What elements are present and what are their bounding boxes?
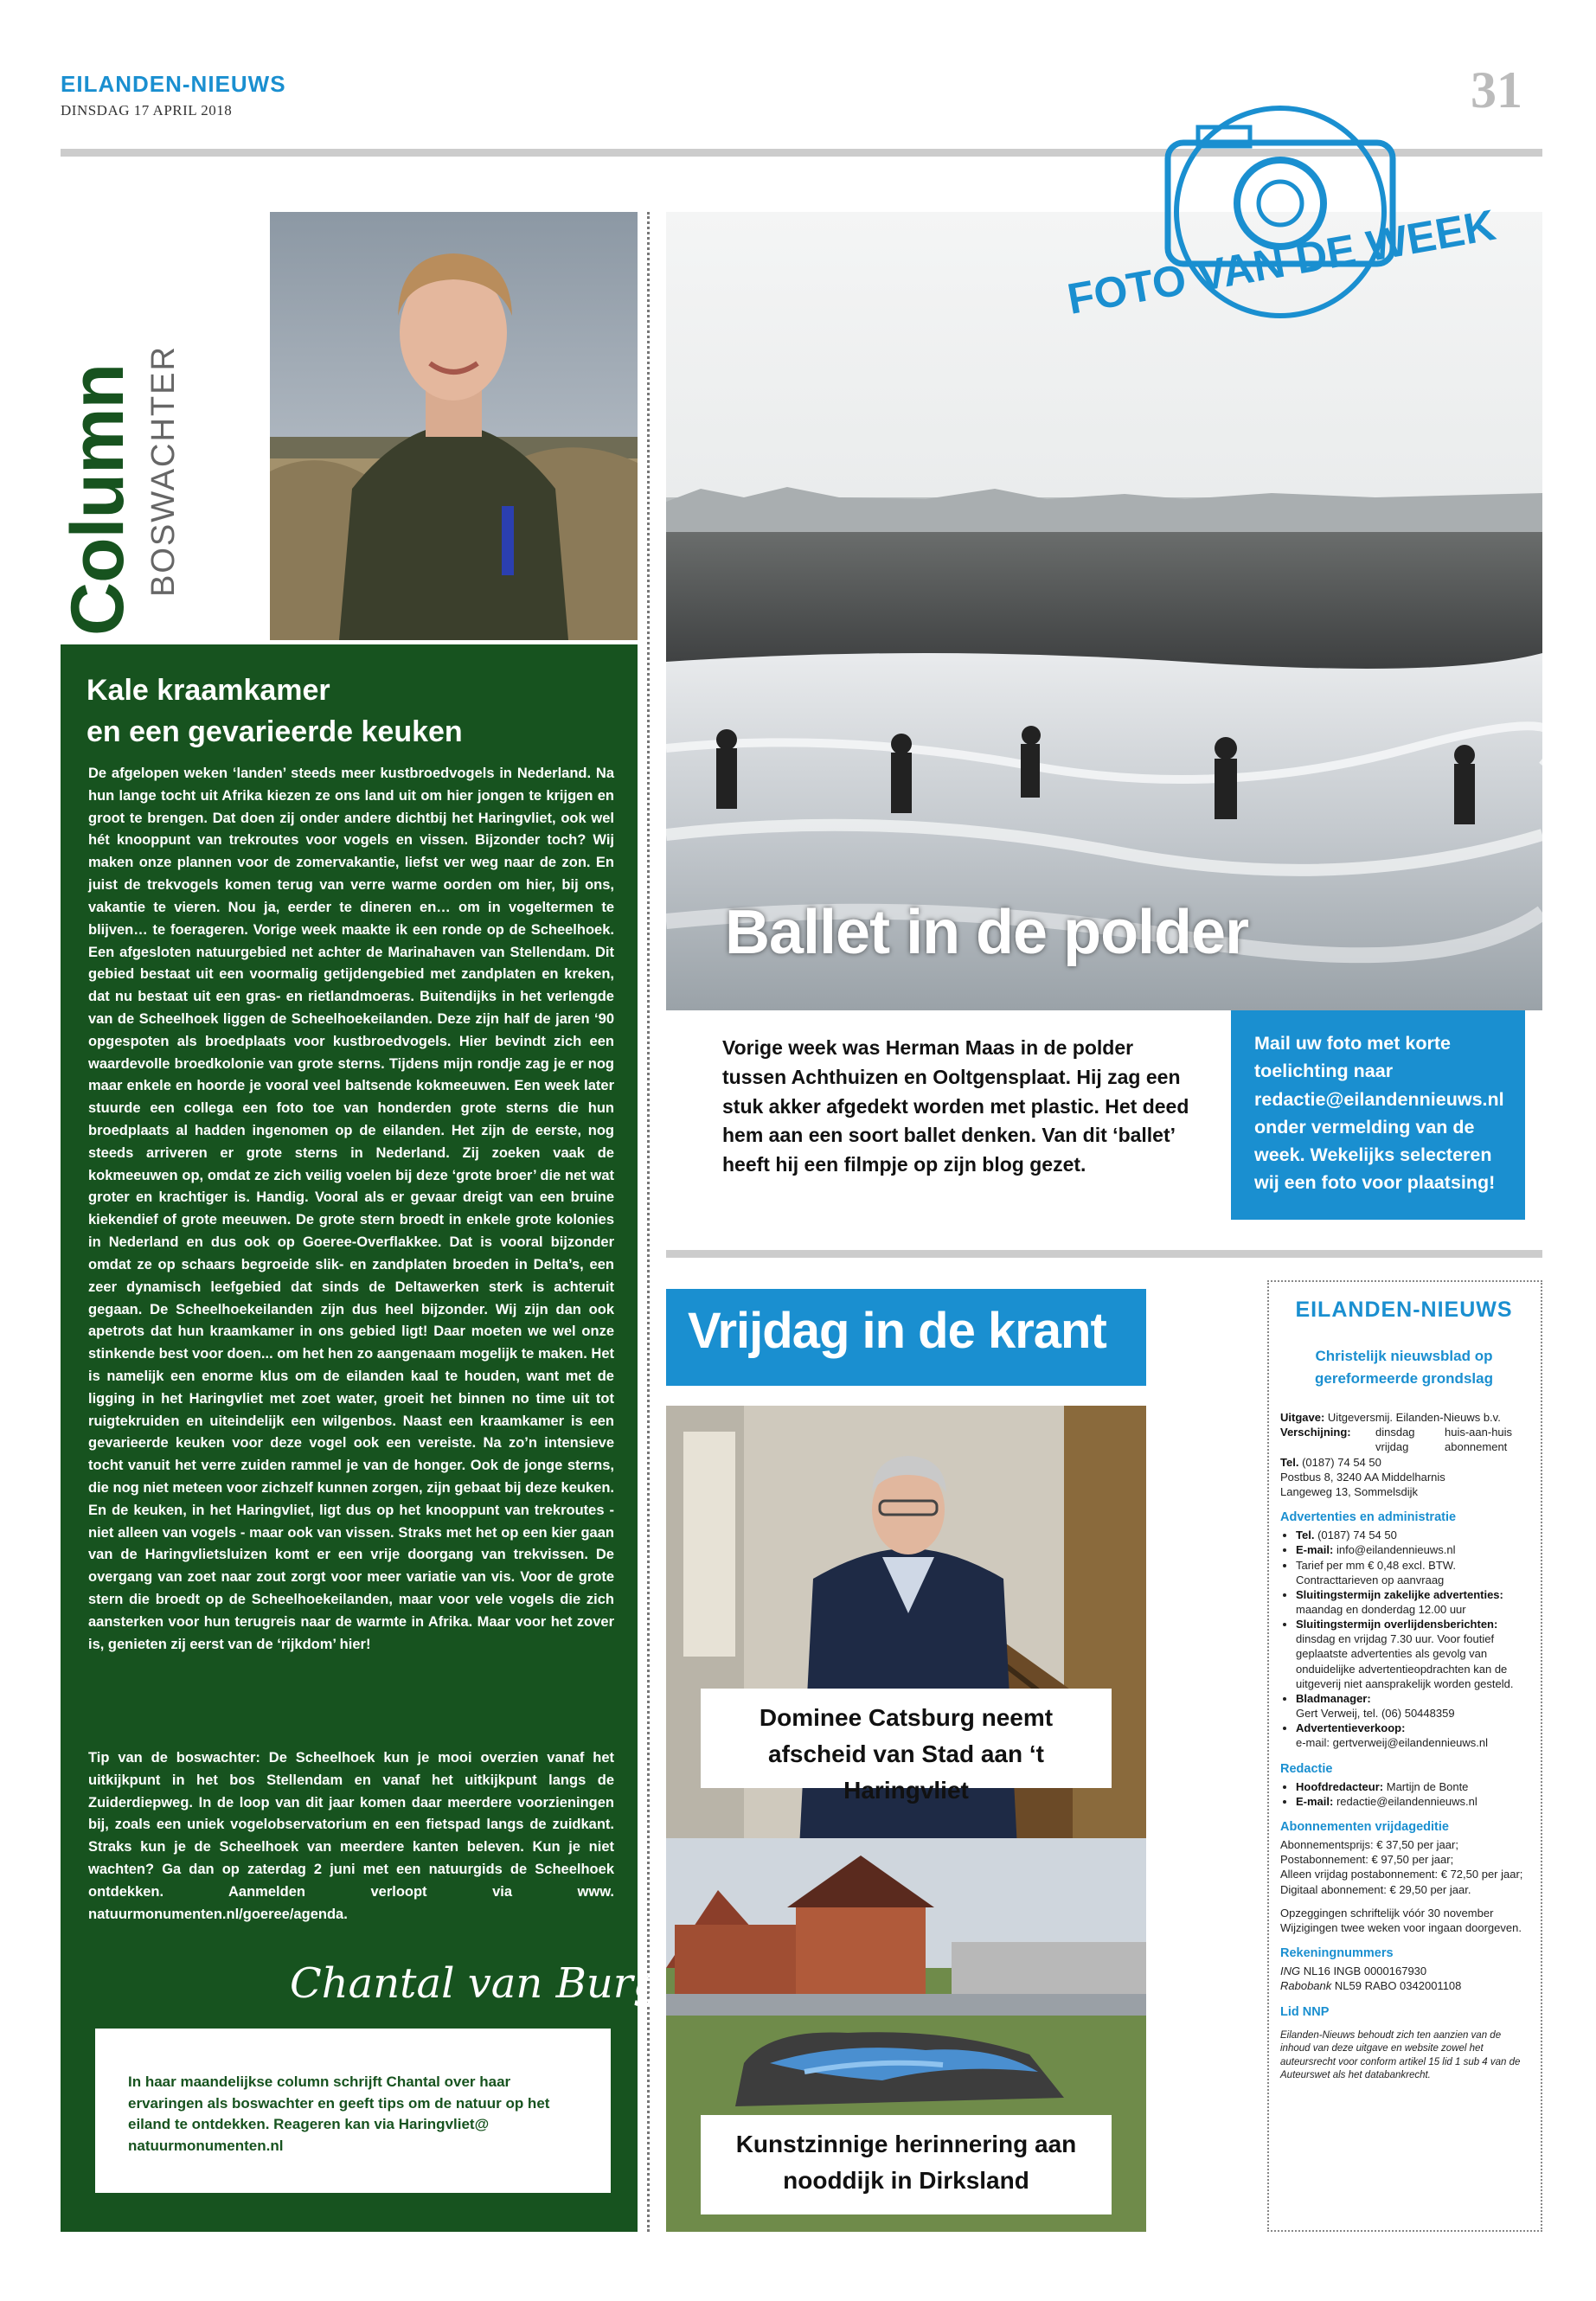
foto-van-de-week-badge: [1038, 82, 1522, 342]
copyright-note: Eilanden-Nieuws behoudt zich ten aanzien van de inhoud van deze uitgave en website zowel het auteursrecht voor conform artikel 15 lid 1 sub 4 van de Auteurswet als het databankrecht.: [1280, 2029, 1521, 2081]
abonnementen-heading: Abonnementen vrijdageditie: [1280, 1820, 1449, 1834]
verschijning-day1: dinsdag: [1375, 1426, 1415, 1439]
column-tip: Tip van de boswachter: De Scheelhoek kun je mooi overzien vanaf het uitkijkpunt in het bos Stellendam en vanaf het uitkijkpunt langs de Zuiderdiepweg. In de loop van dit jaar komen daar meerdere voorzieningen bij, zoals een uniek vogelobservatorium en een fietspad langs de zuidkant. Straks kun je de Scheelhoek van meerdere kanten beleven. Kun je niet wachten? Ga dan op zaterdag 2 juni met een natuurgids de Scheelhoek ontdekken. Aanmelden verloopt via www. natuurmonumenten.nl/goeree/agenda.: [88, 1750, 614, 1922]
photo-caption: Vorige week was Herman Maas in de polder tussen Achthuizen en Ooltgensplaat. Hij zag een stuk akker afgedekt worden met plastic. Het deed hem aan een soort ballet denken. Van dit ‘ballet’ heeft hij een filmpje op zijn blog gezet.: [722, 1036, 1189, 1176]
photo-title: Ballet in de polder: [725, 898, 1249, 967]
adv-email[interactable]: info@eilandennieuws.nl: [1336, 1543, 1456, 1557]
red-hoofd-label: Hoofdredacteur:: [1296, 1779, 1384, 1793]
adv-email-label: E-mail:: [1296, 1543, 1334, 1557]
red-email[interactable]: redactie@eilandennieuws.nl: [1336, 1794, 1477, 1808]
column-divider: [647, 212, 650, 2232]
abo-line2: Postabonnement: € 97,50 per jaar;: [1280, 1853, 1454, 1867]
column-title: [87, 670, 614, 753]
vrijdag-heading: Vrijdag in de krant: [688, 1303, 1106, 1359]
advertenties-heading: Advertenties en administratie: [1280, 1510, 1457, 1525]
masthead-logo: EILANDEN-NIEUWS: [61, 71, 286, 97]
adv-slo: dinsdag en vrijdag 7.30 uur. Voor foutief geplaatste advertenties als gevolg van onduidelijke advertentieopdrachten kan de uitgeverij niet aansprakelijk worden gesteld.: [1296, 1632, 1514, 1690]
tel-label: Tel.: [1280, 1455, 1299, 1469]
issue-date: DINSDAG 17 APRIL 2018: [61, 102, 233, 119]
adv-slz: maandag en donderdag 12.00 uur: [1296, 1603, 1466, 1616]
uitgave-label: Uitgave:: [1280, 1411, 1325, 1424]
adv-slz-label: Sluitingstermijn zakelijke advertenties:: [1296, 1587, 1503, 1601]
red-hoofd: Martijn de Bonte: [1386, 1779, 1469, 1793]
colofon-body: [1280, 1410, 1531, 2083]
tel-value: (0187) 74 54 50: [1302, 1455, 1381, 1469]
colofon-logo: EILANDEN-NIEUWS: [1295, 1298, 1513, 1322]
author-signature: Chantal van Burg: [290, 1959, 660, 2008]
page-number: 31: [1471, 61, 1522, 119]
verschijning-day2: vrijdag: [1375, 1440, 1409, 1454]
adv-bm: Gert Verweij, tel. (06) 50448359: [1296, 1707, 1455, 1721]
rek2-number: NL59 RABO 0342001108: [1334, 1979, 1462, 1993]
address-line2: Langeweg 13, Sommelsdijk: [1280, 1484, 1418, 1498]
column-title-line2: en een gevarieerde keuken: [87, 715, 463, 748]
submit-photo-text: Mail uw foto met korte toelichting naar redactie@eilandennieuws.nl onder vermelding van de week. Wekelijks selecteren wij een foto voor plaatsing!: [1254, 1033, 1504, 1194]
column-sublabel: BOSWACHTER: [145, 345, 182, 597]
section-rule: [666, 1250, 1542, 1258]
rekening-heading: Rekeningnummers: [1280, 1946, 1394, 1961]
abo-line3: Alleen vrijdag postabonnement: € 72,50 per jaar;: [1280, 1868, 1523, 1881]
verschijning-val2: abonnement: [1445, 1440, 1508, 1454]
dominee-caption: Dominee Catsburg neemt afscheid van Stad aan ‘t Haringvliet: [759, 1704, 1054, 1804]
column-label: Column: [56, 363, 139, 636]
adv-slo-label: Sluitingstermijn overlijdensberichten:: [1296, 1618, 1498, 1631]
abo-opzeggingen: Opzeggingen schriftelijk vóór 30 november Wijzigingen twee weken voor ingaan doorgeven.: [1280, 1906, 1522, 1934]
rek1-number: NL16 INGB 0000167930: [1303, 1965, 1427, 1978]
redactie-heading: Redactie: [1280, 1761, 1333, 1776]
abo-line4: Digitaal abonnement: € 29,50 per jaar.: [1280, 1882, 1471, 1896]
address-line1: Postbus 8, 3240 AA Middelharnis: [1280, 1470, 1445, 1484]
adv-bm-label: Bladmanager:: [1296, 1691, 1371, 1705]
column-note: In haar maandelijkse column schrijft Chantal over haar ervaringen als boswachter en geeft tips om de natuur op het eiland te ontdekken. Reageren kan via Haringvliet@ natuurmonumenten.nl: [128, 2073, 550, 2154]
abo-line1: Abonnementsprijs: € 37,50 per jaar;: [1280, 1838, 1458, 1852]
nooddijk-caption: Kunstzinnige herinnering aan nooddijk in Dirksland: [735, 2131, 1077, 2194]
adv-ak-label: Advertentieverkoop:: [1296, 1721, 1406, 1735]
colofon-tagline: Christelijk nieuwsblad op gereformeerde grondslag: [1315, 1348, 1493, 1387]
foto-van-de-week-label: FOTO VAN DE WEEK: [1063, 200, 1499, 324]
rek2-bank: Rabobank: [1280, 1979, 1332, 1993]
rek1-bank: ING: [1280, 1965, 1301, 1978]
adv-tarief: • Tarief per mm € 0,48 excl. BTW. Contracttarieven op aanvraag: [1296, 1558, 1531, 1587]
column-title-line1: Kale kraamkamer: [87, 674, 330, 707]
uitgave-value: Uitgeversmij. Eilanden-Nieuws b.v.: [1327, 1411, 1501, 1424]
adv-tel-label: Tel.: [1296, 1529, 1315, 1542]
author-portrait: [270, 212, 638, 640]
adv-ak[interactable]: e-mail: gertverweij@eilandennieuws.nl: [1296, 1736, 1489, 1750]
verschijning-val1: huis-aan-huis: [1445, 1426, 1513, 1439]
red-email-label: E-mail:: [1296, 1794, 1334, 1808]
adv-tel: (0187) 74 54 50: [1317, 1529, 1397, 1542]
verschijning-label: Verschijning:: [1280, 1426, 1351, 1439]
lid-nnp: Lid NNP: [1280, 2004, 1330, 2019]
column-body: De afgelopen weken ‘landen’ steeds meer kustbroedvogels in Nederland. Na hun lange tocht uit Afrika kiezen ze ons land uit om hier jongen te krijgen en groot te brengen. Dat doen zij onder andere dichtbij het Haringvliet, ook wel hét knooppunt van trekroutes voor vogels en vissen. Bijzonder toch? Wij maken onze plannen voor de zomervakantie, liefst ver weg naar de zon. En juist de trekvogels komen terug van verre warme oorden om hier, bij ons, vakantie te vieren. Nou ja, eerder te dineren en… om in vogeltermen te blijven… te foerageren. Vorige week maakte ik een ronde op de Scheelhoek. Een afgesloten natuurgebied net achter de Marinahaven van Stellendam. Dit gebied bestaat uit een voormalig getijdengebied met zandplaten en kreken, dat nu bestaat uit een gras- en rietlandmoeras. Buitendijks in het verlengde van de Scheelhoek liggen de Scheelhoekeilanden. Deze zijn half de jaren ‘90 opgespoten als broedplaats voor kustbroedvogels. Hier bevindt zich een waardevolle broedkolonie van grote sterns. Tijdens mijn rondje zag je er nog maar enkele en hoorde je vooral veel baltsende kokmeeuwen. Een week later stuurde een collega een foto toe van honderden grote sterns die hun broedplaats al hadden ingenomen op de eilanden. Het zijn de eerste, nog steeds arriveren er grote sterns in Nederland. Zij zoeken vaak de kokmeeuwen op, omdat ze zich veilig voelen bij deze ‘grote broer’ die net wat groter en krachtiger is. Handig. Vooral als er gevaar dreigt van een bruine kiekendief of grote meeuwen. De grote stern broedt in enkele grote kolonies in Nederland en dus ook op Goeree-Overflakkee. Dat is vooral bijzonder omdat ze op schaars begroeide slik- en zandplaten broeden in Delta’s, een zeer dynamisch leefgebied dat sinds de Deltawerken sterk is achteruit gegaan. De Scheelhoekeilanden zijn dus heel bijzonder. Wij zijn dan ook apetrots dat hun kraamkamer in ons gebied ligt! Daar moeten we wel onze stinkende best voor doen... om het hen zo aangenaam mogelijk te maken. Het is namelijk een enorme klus om de eilanden kaal te houden, want met de ligging in het Haringvliet met zoet water, groeit het binnen no time uit tot ruigtekruiden en uiteindelijk een wilgenbos. Naast een kraamkamer is een gevarieerde keuken voor deze vogel ook een vereiste. Na zo’n intensieve tocht vanuit het verre zuiden rammel je van de honger. Ook de jonge sterns, die nog niet meteen voor zichzelf kunnen zorgen, zijn gebaat bij deze keuken. En de keuken, in het Haringvliet, ligt dus op het knooppunt van trekroutes - niet alleen van vogels - maar ook van vissen. Straks met het op een kier gaan van de Haringvlietsluizen komt er een vrije doorgang van trekvissen. De overgang van zoet naar zout zorgt voor meer variatie van vis. Voor de grote stern die broedt op de Scheelhoekeilanden, maar voor vele vogels die zich aansterken voor hun terugreis naar de warmte in Afrika. Maar voor het zover is, genieten zij eerst van de ‘rijkdom’ hier!: [88, 766, 614, 1652]
